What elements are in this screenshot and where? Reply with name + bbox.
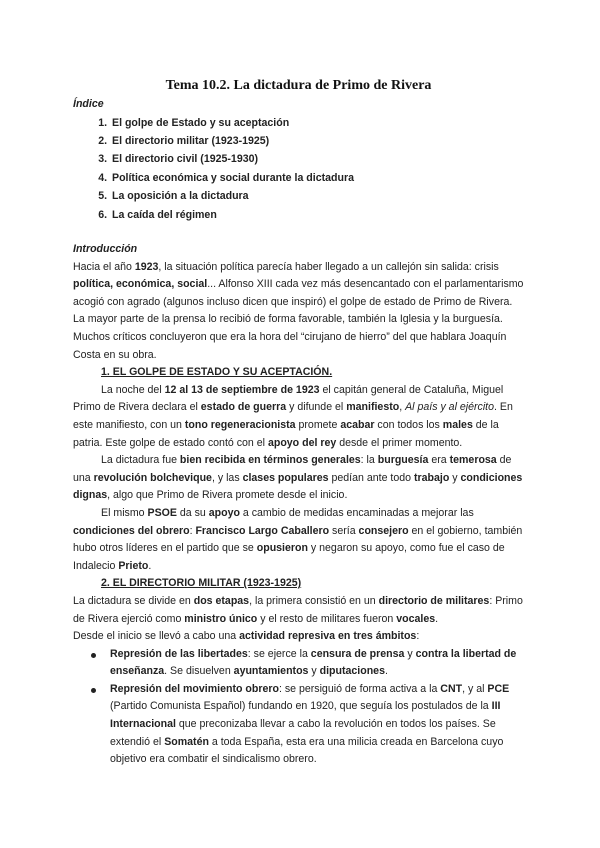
intro-label: Introducción xyxy=(73,243,138,256)
index-item: 4. Política económica y social durante la dictadura xyxy=(110,169,524,187)
paragraph-golpe-3: El mismo PSOE da su apoyo a cambio de medidas encaminadas a mejorar las condiciones del obrero: Francisco Largo Caballero sería consejero en el gobierno, también hubo otros líderes en el partido que se opusieron y negaron su apoyo, como fue el caso de Indalecio Prieto. xyxy=(73,506,523,572)
list-item: Represión de las libertades: se ejerce la censura de prensa y contra la libertad de enseñanza. Se disuelven ayuntamientos y diputaciones. xyxy=(110,646,524,681)
repression-list xyxy=(73,646,524,769)
paragraph-militar-2: Desde el inicio se llevó a cabo una actividad represiva en tres ámbitos: xyxy=(73,630,420,643)
index-item: 3. El directorio civil (1925-1930) xyxy=(110,150,524,168)
document-title: Tema 10.2. La dictadura de Primo de Rivera xyxy=(165,78,432,93)
index-item: 6. La caída del régimen xyxy=(110,206,524,224)
index-item: 1. El golpe de Estado y su aceptación xyxy=(110,114,524,132)
index-list xyxy=(73,114,524,224)
spacer xyxy=(73,224,524,241)
paragraph-golpe-1: La noche del 12 al 13 de septiembre de 1923 el capitán general de Cataluña, Miguel Primo de Rivera declara el estado de guerra y difunde el manifiesto, Al país y al ejército. En este manifiesto, con un tono regeneracionista promete acabar con todos los males de la patria. Este golpe de estado contó con el apoyo del rey desde el primer momento. xyxy=(73,383,513,449)
index-label: Índice xyxy=(73,98,104,110)
index-item: 2. El directorio militar (1923-1925) xyxy=(110,132,524,150)
index-item: 5. La oposición a la dictadura xyxy=(110,187,524,205)
section-heading-directorio-militar: 2. EL DIRECTORIO MILITAR (1923-1925) xyxy=(101,577,302,590)
intro-paragraph: Hacia el año 1923, la situación política parecía haber llegado a un callejón sin salida: crisis política, económica, social... Alfonso XIII cada vez más desencantado con el parlamentarismo acogió con agrado (algunos incluso dicen que inspiró) el golpe de estado de Primo de Rivera. La mayor parte de la prensa lo recibió de forma favorable, también la Iglesia y la burguesía. Muchos críticos concluyeron que era la hora del “cirujano de hierro” del que hablara Joaquín Costa en su obra. xyxy=(73,260,524,361)
paragraph-militar-1: La dictadura se divide en dos etapas, la primera consistió en un directorio de militares: Primo de Rivera ejerció como ministro único y el resto de militares fueron vocales. xyxy=(73,594,523,625)
list-item: Represión del movimiento obrero: se persiguió de forma activa a la CNT, y al PCE (Partido Comunista Español) fundando en 1920, que seguía los postulados de la III Internacional que preconizaba llevar a cabo la revolución en todos los países. Se extendió el Somatén a toda España, esta era una milicia creada en Barcelona cuyo objetivo era combatir el sindicalismo obrero. xyxy=(110,681,524,769)
paragraph-golpe-2: La dictadura fue bien recibida en términos generales: la burguesía era temerosa de una revolución bolchevique, y las clases populares pedían ante todo trabajo y condiciones dignas, algo que Primo de Rivera promete desde el inicio. xyxy=(73,454,523,502)
section-heading-golpe: 1. EL GOLPE DE ESTADO Y SU ACEPTACIÓN. xyxy=(101,366,333,379)
